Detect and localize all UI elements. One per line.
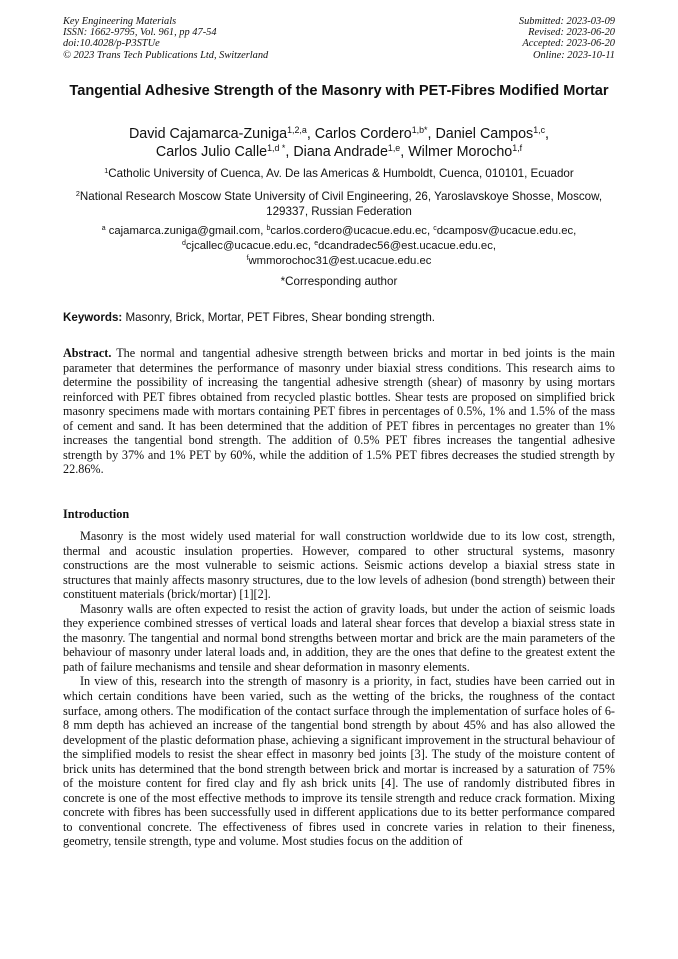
keywords — [63, 310, 615, 325]
email: $^f$wmmorochoc31@est.ucacue.edu.ec — [246, 255, 432, 267]
accepted-date: Accepted: 2023-06-20 — [522, 38, 615, 50]
corresponding-author-note: *Corresponding author — [280, 275, 398, 288]
keywords-label: Keywords: — [63, 311, 123, 324]
section-heading-introduction: Introduction — [63, 507, 130, 521]
email: $^d$cjcallec@ucacue.edu.ec — [182, 240, 308, 252]
journal-info — [63, 16, 268, 61]
introduction-body — [63, 529, 615, 849]
paper-title: Tangential Adhesive Strength of the Masonry with PET-Fibres Modified Mortar — [69, 83, 609, 99]
email: $^b$carlos.cordero@ucacue.edu.ec — [266, 225, 427, 237]
author: Wilmer Morocho$^{1,f}$ — [408, 143, 523, 160]
author-list: David Cajamarca-Zuniga$^{1,2,a}$, Carlos Cordero$^{1,b*}$, Daniel Campos$^{1,c}$, Carlos Julio Calle$^{1,d *}$, Diana Andrade$^{1,e}$, Wilmer Morocho$^{1,f}$ — [128, 125, 549, 160]
author: David Cajamarca-Zuniga$^{1,2,a}$ — [128, 125, 307, 142]
online-date: Online: 2023-10-11 — [532, 49, 615, 61]
affiliation-2: $^2$National Research Moscow State University of Civil Engineering, 26, Yaroslavskoye Shosse, Moscow, 129337, Russian Federation — [75, 189, 603, 218]
journal-name: Key Engineering Materials — [63, 16, 177, 27]
author: Diana Andrade$^{1,e}$ — [293, 143, 401, 160]
abstract — [63, 346, 615, 477]
author: Daniel Campos$^{1,c}$ — [435, 125, 546, 142]
paragraph: Masonry walls are often expected to resist the action of gravity loads, but under the action of seismic loads they experience combined stresses of vertical loads and lateral shear forces that develop a biaxial stress state in the masonry. The tangential and normal bond strengths between mortar and brick are the main parameters of the behaviour of masonry under lateral loads and, in addition, they are the ones that define to the greatest extent the path of failure mechanisms and tensile and shear deformation in masonry elements. — [63, 601, 615, 674]
doi-line: doi:10.4028/p-P3STUe — [63, 38, 160, 50]
email: $^e$dcandradec56@est.ucacue.edu.ec — [314, 240, 493, 252]
revised-date: Revised: 2023-06-20 — [528, 27, 615, 39]
email: $^c$dcamposv@ucacue.edu.ec — [433, 225, 574, 237]
email-list: $^a$ cajamarca.zuniga@gmail.com, $^b$carlos.cordero@ucacue.edu.ec, $^c$dcamposv@ucacue.edu.ec, $^d$cjcallec@ucacue.edu.ec, $^e$dcandradec56@est.ucacue.edu.ec, $^f$wmmorochoc31@est.ucacue.edu.ec — [101, 225, 577, 267]
submission-dates — [519, 16, 615, 61]
paragraph: Masonry is the most widely used material for wall construction worldwide due to its low cost, strength, thermal and acoustic insulation properties. However, compared to other structural systems, masonry constructions are the most vulnerable to seismic actions. Seismic actions develop a biaxial stress state in structures that mainly affects masonry structures, due to the low levels of adhesion (bond strength) between their constituent materials (brick/mortar) [1][2]. — [63, 529, 615, 602]
issn-line: ISSN: 1662-9795, Vol. 961, pp 47-54 — [63, 27, 217, 39]
keywords-text: Masonry, Brick, Mortar, PET Fibres, Shear bonding strength. — [125, 311, 436, 324]
affiliation-1: $^1$Catholic University of Cuenca, Av. De las Americas & Humboldt, Cuenca, 010101, Ecuador — [104, 166, 574, 180]
author: Carlos Julio Calle$^{1,d *}$ — [155, 143, 286, 160]
author: Carlos Cordero$^{1,b*}$ — [314, 125, 428, 142]
paragraph: In view of this, research into the strength of masonry is a priority, in fact, studies have been carried out in which certain conditions have been varied, such as the wetting of the bricks, the roughness of the contact surface, among others. The modification of the contact surface through the implementation of surface holes of 6-8 mm depth has achieved an increase of the tangential bond strength by about 45% and has also allowed the development of the plastic deformation phase, achieving a significant improvement in the structural behaviour of the simplified models to resist the shear effect in masonry bed joints [3]. The study of the moisture content of brick units has determined that the bond strength between brick and mortar is increased by a saturation of 75% of the moisture content for fired clay and fly ash brick units [4]. The use of randomly distributed fibres in concrete is one of the most effective methods to improve its tensile strength and reduce crack formation. Mixing concrete with fibres has been successfully used in different applications due to its better performance compared to conventional concrete. The effectiveness of fibres used in concrete varies in relation to their fineness, geometry, tensile strength, type and volume. Most studies focus on the addition of — [63, 674, 615, 849]
copyright-line: © 2023 Trans Tech Publications Ltd, Switzerland — [63, 49, 269, 61]
submitted-date: Submitted: 2023-03-09 — [518, 16, 615, 27]
email: $^a$ cajamarca.zuniga@gmail.com — [101, 225, 261, 237]
abstract-label: Abstract. — [63, 346, 112, 360]
abstract-text: The normal and tangential adhesive strength between bricks and mortar in bed joints is the main parameter that determines the performance of masonry under biaxial stress conditions. This research aims to determine the possibility of increasing the tangential adhesive strength (shear) of masonry by using mortars reinforced with PET fibres obtained from recycled plastic bottles. Shear tests are proposed on simplified brick masonry specimens made with mortars containing PET fibres in percentages of 0.5%, 1% and 1.5% of the mass of cement and sand. It has been determined that the addition of PET fibres in percentages no greater than 1% increases the tangential bond strength. The addition of 0.5% PET fibres increases the tangential adhesive strength by 37% and 1% PET by 60%, while the addition of 1.5% PET fibres decreases the studied strength by 22.86%. — [63, 346, 615, 477]
